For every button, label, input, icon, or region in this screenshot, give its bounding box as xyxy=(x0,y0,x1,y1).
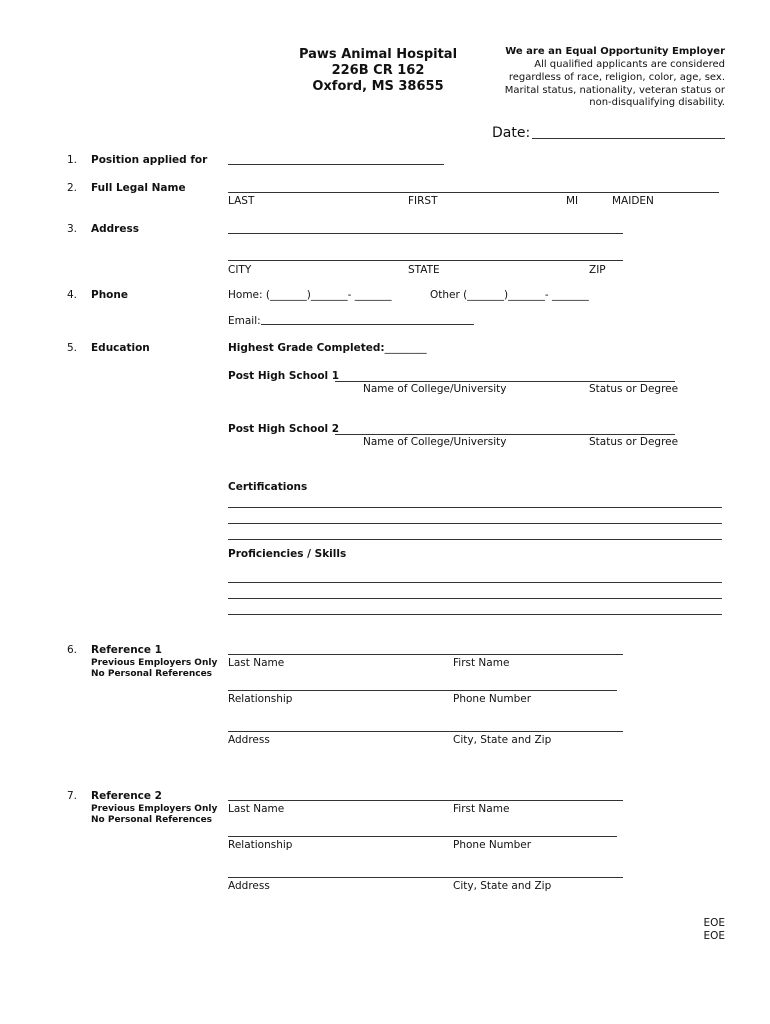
phone-number-caption: Phone Number xyxy=(453,839,532,851)
position-field[interactable] xyxy=(228,164,444,165)
eoe-line: non-disqualifying disability. xyxy=(589,97,725,108)
date-field[interactable] xyxy=(532,138,725,139)
home-phone-field[interactable]: Home: (_______)_______- _______ xyxy=(228,289,392,301)
highest-grade-label: Highest Grade Completed: xyxy=(228,342,385,354)
phone-label: Phone xyxy=(91,289,128,301)
hospital-address-line1: 226B CR 162 xyxy=(331,63,425,78)
section-number: 5. xyxy=(67,342,78,354)
post-high-school-1-label: Post High School 1 xyxy=(228,370,340,382)
proficiencies-line[interactable] xyxy=(228,598,722,599)
certifications-line[interactable] xyxy=(228,523,722,524)
reference-2-name-field[interactable] xyxy=(228,800,623,801)
highest-grade-field[interactable]: ________ xyxy=(384,342,427,354)
address-city-field[interactable] xyxy=(228,260,623,261)
address-label: Address xyxy=(91,223,139,235)
address-caption: Address xyxy=(228,734,270,746)
last-name-caption: Last Name xyxy=(228,657,285,669)
eoe-line: All qualified applicants are considered xyxy=(534,59,725,70)
reference-2-label: Reference 2 xyxy=(91,790,162,802)
proficiencies-line[interactable] xyxy=(228,582,722,583)
city-state-zip-caption: City, State and Zip xyxy=(453,880,552,892)
footer-eoe: EOE xyxy=(703,930,725,942)
proficiencies-label: Proficiencies / Skills xyxy=(228,548,347,560)
college-caption: Name of College/University xyxy=(363,383,507,395)
reference-1-name-field[interactable] xyxy=(228,654,623,655)
city-state-zip-caption: City, State and Zip xyxy=(453,734,552,746)
full-name-field[interactable] xyxy=(228,192,719,193)
status-caption: Status or Degree xyxy=(589,383,679,395)
address-state-caption: STATE xyxy=(408,264,440,276)
name-first-caption: FIRST xyxy=(408,195,438,207)
reference-2-note: Previous Employers Only xyxy=(91,804,218,814)
section-number: 6. xyxy=(67,644,78,656)
reference-1-relationship-field[interactable] xyxy=(228,690,617,691)
section-number: 3. xyxy=(67,223,78,235)
address-caption: Address xyxy=(228,880,270,892)
reference-1-label: Reference 1 xyxy=(91,644,162,656)
name-last-caption: LAST xyxy=(228,195,255,207)
section-number: 7. xyxy=(67,790,78,802)
email-label: Email: xyxy=(228,315,261,327)
post-high-school-2-label: Post High School 2 xyxy=(228,423,340,435)
eoe-line: regardless of race, religion, color, age, sex. xyxy=(508,72,725,83)
certifications-line[interactable] xyxy=(228,507,722,508)
last-name-caption: Last Name xyxy=(228,803,285,815)
relationship-caption: Relationship xyxy=(228,693,293,705)
date-label: Date: xyxy=(492,125,531,141)
post-high-school-2-field[interactable] xyxy=(335,434,675,435)
status-caption: Status or Degree xyxy=(589,436,679,448)
eoe-line: Marital status, nationality, veteran status or xyxy=(504,85,725,96)
education-label: Education xyxy=(91,342,150,354)
first-name-caption: First Name xyxy=(453,657,510,669)
section-number: 1. xyxy=(67,154,78,166)
other-phone-field[interactable]: Other (_______)_______- _______ xyxy=(430,289,589,301)
full-name-label: Full Legal Name xyxy=(91,182,186,194)
footer-eoe: EOE xyxy=(703,917,725,929)
college-caption: Name of College/University xyxy=(363,436,507,448)
name-mi-caption: MI xyxy=(566,195,579,207)
certifications-label: Certifications xyxy=(228,481,308,493)
eoe-title: We are an Equal Opportunity Employer xyxy=(505,46,725,57)
email-field[interactable] xyxy=(261,324,474,325)
name-maiden-caption: MAIDEN xyxy=(612,195,654,207)
relationship-caption: Relationship xyxy=(228,839,293,851)
reference-2-address-field[interactable] xyxy=(228,877,623,878)
reference-2-relationship-field[interactable] xyxy=(228,836,617,837)
proficiencies-line[interactable] xyxy=(228,614,722,615)
address-zip-caption: ZIP xyxy=(589,264,606,276)
address-city-caption: CITY xyxy=(228,264,252,276)
address-street-field[interactable] xyxy=(228,233,623,234)
reference-1-note: Previous Employers Only xyxy=(91,658,218,668)
post-high-school-1-field[interactable] xyxy=(335,381,675,382)
position-label: Position applied for xyxy=(91,154,208,166)
certifications-line[interactable] xyxy=(228,539,722,540)
reference-1-note: No Personal References xyxy=(91,669,213,679)
first-name-caption: First Name xyxy=(453,803,510,815)
section-number: 2. xyxy=(67,182,78,194)
phone-number-caption: Phone Number xyxy=(453,693,532,705)
hospital-address-line2: Oxford, MS 38655 xyxy=(312,79,444,94)
reference-2-note: No Personal References xyxy=(91,815,213,825)
section-number: 4. xyxy=(67,289,78,301)
reference-1-address-field[interactable] xyxy=(228,731,623,732)
hospital-name: Paws Animal Hospital xyxy=(298,47,458,62)
